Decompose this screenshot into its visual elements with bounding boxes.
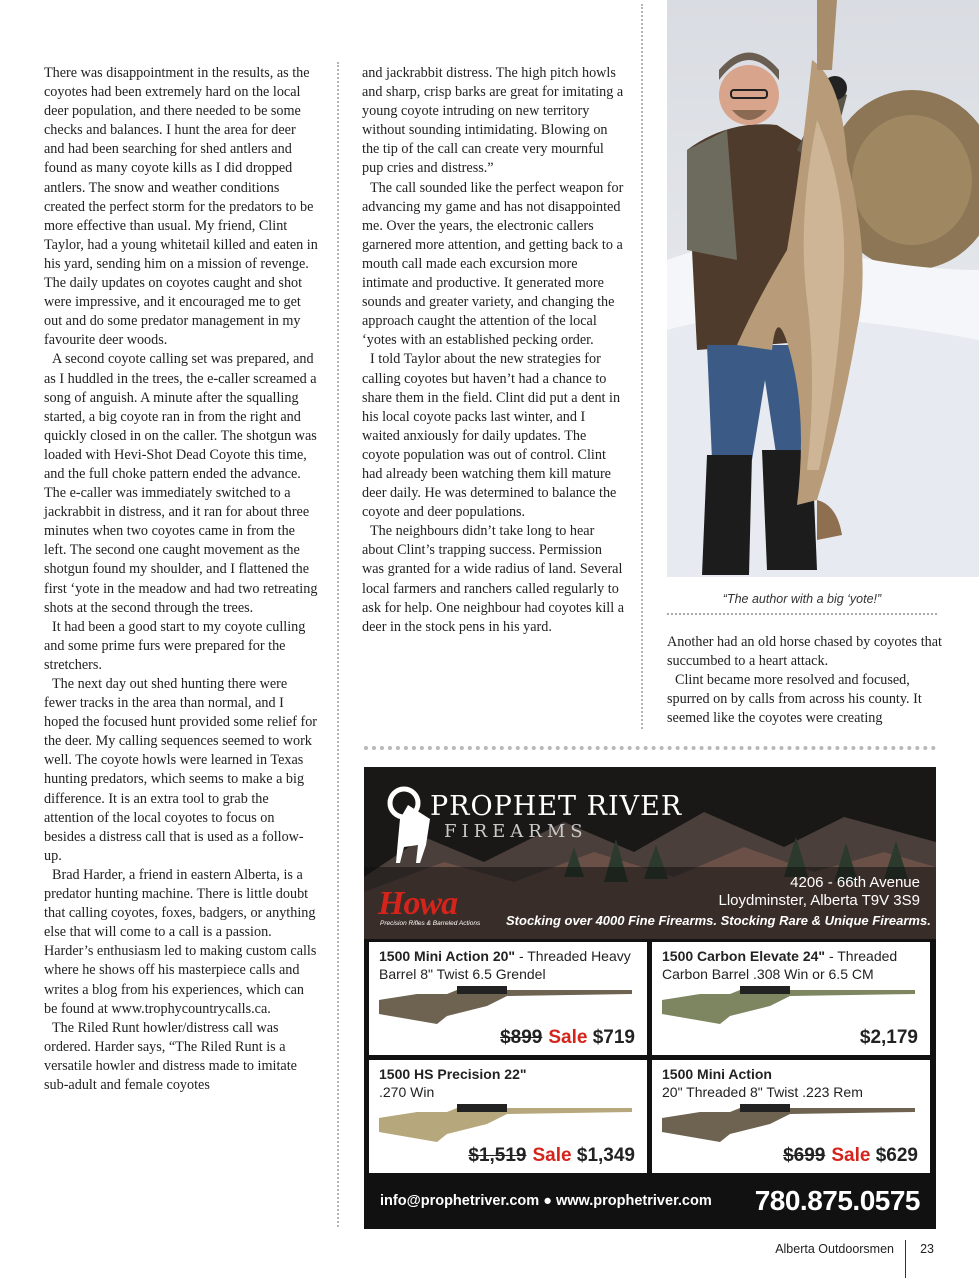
prophet-river-advertisement (364, 767, 936, 1229)
product-card (369, 942, 647, 1055)
paragraph: A second coyote calling set was prepared, and as I huddled in the trees, the e-caller screamed a song of anguish. A minute after the squalling started, a big coyote ran in from the right and quickly closed in on the caller. The shotgun was loaded with Hevi-Shot Dead Coyote this time, and the full choke pattern ended the advance. The e-caller was immediately switched to a jackrabbit in distress, and it ran for about three minutes when two coyotes came in from the left. The second one caught movement as the shotgun found my shoulder, and I flattened the first ‘yote in the meadow and had two retreating shots at the second through the trees. (44, 351, 318, 616)
product-price: $1,519 Sale $1,349 (468, 1145, 635, 1166)
ad-phone: 780.875.0575 (754, 1185, 920, 1216)
paragraph: Another had an old horse chased by coyotes that succumbed to a heart attack. (667, 634, 943, 670)
paragraph: The Riled Runt howler/distress call was ordered. Harder says, “The Riled Runt is a versatile howler and distress made to imitate sub-adult and female coyotes (44, 1019, 297, 1093)
product-card (652, 1060, 930, 1173)
paragraph: It had been a good start to my coyote culling and some prime furs were prepared for the stretchers. (44, 618, 306, 673)
howa-logo: Howa (378, 885, 458, 922)
photo-caption: “The author with a big ‘yote!” (722, 592, 882, 606)
product-name: 1500 Carbon Elevate 24" - Threaded (662, 948, 898, 964)
ad-footer (364, 1179, 936, 1229)
address-line-2: Lloydminster, Alberta T9V 3S9 (718, 892, 920, 909)
product-price: $899 Sale $719 (500, 1027, 635, 1048)
paragraph: There was disappointment in the results, as the coyotes had been extremely hard on the local deer population, and there needed to be some checks and balances. I hunt the area for deer and had been searching for shed antlers and found as many coyote kills as I did dropped antlers. The snow and weather conditions created the perfect storm for the predators to be more effective than usual. My friend, Clint Taylor, had a young whitetail killed and eaten in his yard, sending him on a mission of revenge. The daily updates on coyotes caught and shot were impressive, and it encouraged me to get out and do some predator management in my favourite deer woods. (44, 65, 318, 349)
product-price: $2,179 (859, 1027, 918, 1048)
paragraph: Brad Harder, a friend in eastern Alberta, is a predator hunting machine. There is little doubt that calling coyotes, foxes, badgers, or anything else that will come to a call is a passion. Harder’s enthusiasm led to making custom calls where he shows off his masterpiece calls and writes a blog from his experiences, which can be found at www.trophycountrycalls.ca. (44, 866, 317, 1017)
author-photo (667, 0, 979, 577)
rifle-icon (660, 1098, 922, 1142)
rifle-icon (377, 1098, 639, 1142)
rifle-icon (660, 980, 922, 1024)
ad-divider (364, 746, 936, 750)
brand-subtitle: FIREARMS (444, 821, 588, 842)
paragraph: The call sounded like the perfect weapon for advancing my game and has not disappointed me. Over the years, the electronic callers garnered more attention, and getting back to a mouth call made each excursion more intimate and productive. It generated more sounds and greater variety, and changing the approach caught the attention of the local ‘yotes with an established pecking order. (362, 179, 624, 349)
ad-contact: info@prophetriver.com ● www.prophetriver.com (380, 1193, 712, 1209)
column-divider (337, 62, 339, 1227)
paragraph: Clint became more resolved and focused, spurred on by calls from across his county. It seemed like the coyotes were creating (667, 672, 922, 727)
paragraph: The next day out shed hunting there were fewer tracks in the area than normal, and I hoped the focused hunt provided some relief for the deer. My calling sequences seemed to work well. The coyote howls were learned in Texas hunting predators, which seems to make a big difference. It is an extra tool to grab the attention of the local coyotes to focus on besides a distress call that is used as a follow-up. (44, 676, 318, 864)
footer-divider (905, 1240, 906, 1278)
product-description: .270 Win (379, 1084, 435, 1100)
rifle-icon (377, 980, 639, 1024)
magazine-name: Alberta Outdoorsmen (775, 1242, 894, 1256)
article-column-2 (362, 64, 624, 637)
product-name: 1500 Mini Action 20" - Threaded Heavy (379, 948, 631, 964)
paragraph: The neighbours didn’t take long to hear about Clint’s trapping success. Permission was granted for a wide radius of land. Several local farmers and ranchers called regularly to ask for help. One neighbour had coyotes kill a deer in the stock pens in his yard. (362, 523, 625, 635)
product-description: 20" Threaded 8" Twist .223 Rem (662, 1084, 863, 1100)
article-column-3 (667, 633, 943, 728)
address-line-1: 4206 - 66th Avenue (790, 874, 920, 891)
page-number: 23 (920, 1242, 934, 1256)
product-card (652, 942, 930, 1055)
brand-name: PROPHET RIVER (430, 791, 683, 822)
product-name: 1500 Mini Action (662, 1066, 772, 1082)
product-name: 1500 HS Precision 22" (379, 1066, 527, 1082)
article-column-1 (44, 64, 318, 1095)
ad-banner (364, 767, 936, 939)
ram-logo-icon (386, 785, 436, 865)
page-footer (740, 1240, 940, 1270)
product-description: Barrel 8" Twist 6.5 Grendel (379, 966, 546, 982)
caption-divider (667, 613, 937, 615)
stocking-slogan: Stocking over 4000 Fine Firearms. Stocking Rare & Unique Firearms. (506, 913, 931, 928)
column-divider (641, 4, 643, 729)
product-description: Carbon Barrel .308 Win or 6.5 CM (662, 966, 874, 982)
product-price: $699 Sale $629 (783, 1145, 918, 1166)
product-card (369, 1060, 647, 1173)
paragraph: and jackrabbit distress. The high pitch howls and sharp, crisp barks are great for imitating a young coyote intruding on new territory without sounding intimidating. Blowing on the tip of the call can create very mournful pup cries and distress.” (362, 65, 624, 177)
howa-tagline: Precision Rifles & Barreled Actions (380, 920, 481, 927)
paragraph: I told Taylor about the new strategies for calling coyotes but haven’t had a chance to share them in the field. Clint did put a dent in his local coyote packs last winter, and I waited anxiously for daily updates. The coyote population was out of control. Clint had already been watching them kill mature deer daily. He was determined to balance the coyote and deer populations. (362, 351, 621, 521)
